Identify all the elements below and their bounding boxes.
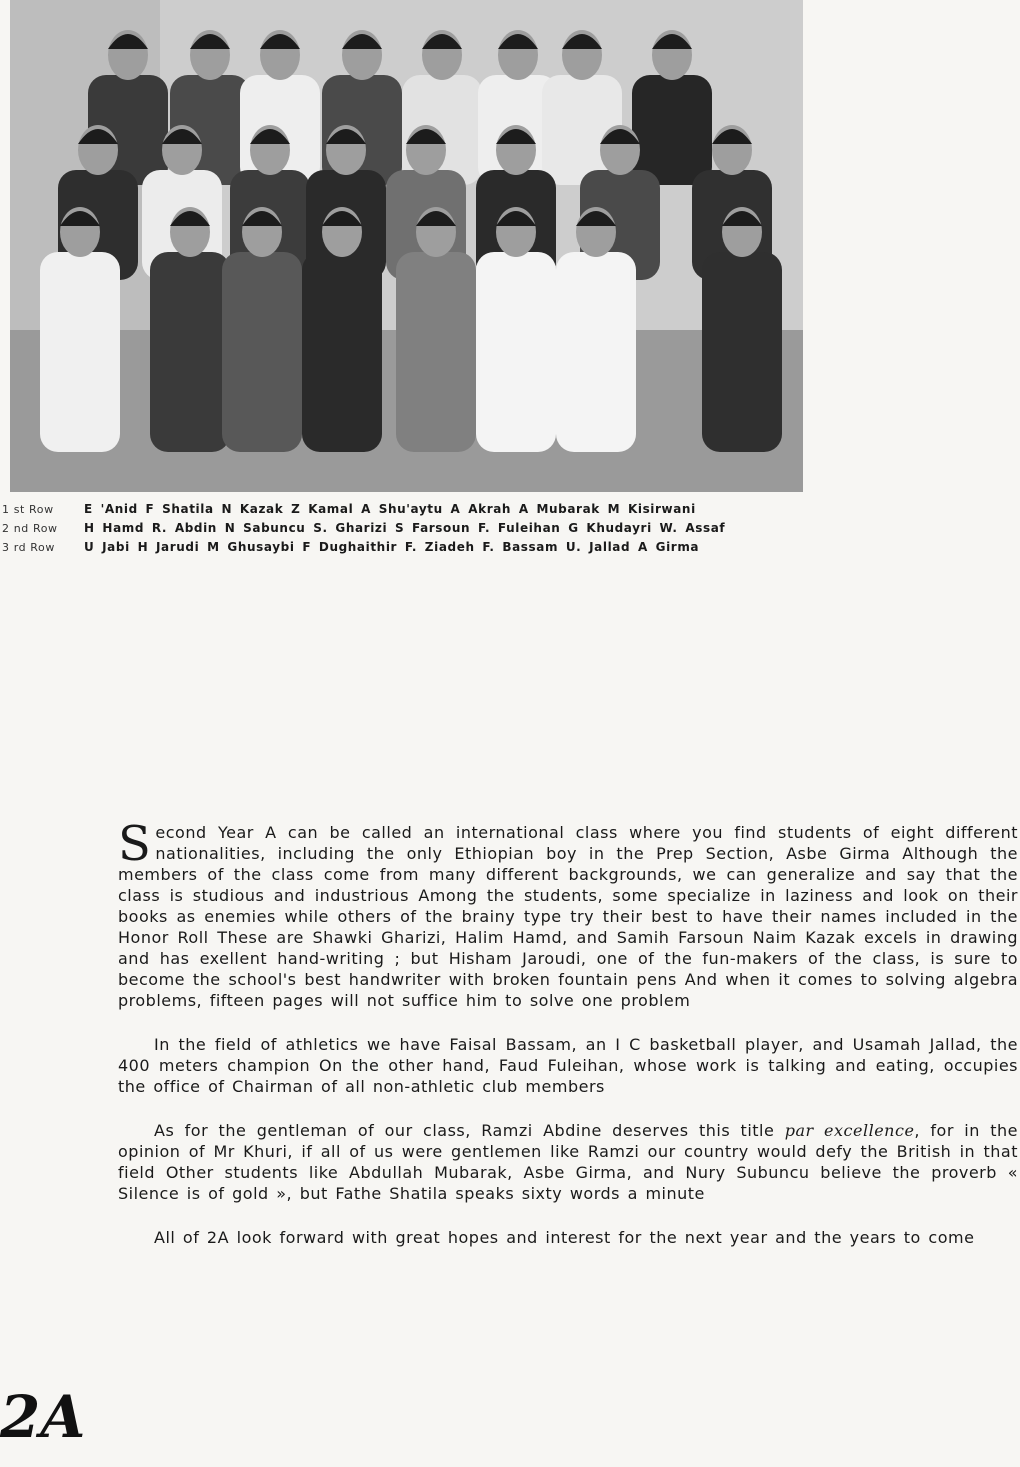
person-body — [302, 252, 382, 452]
drop-cap: S — [118, 816, 152, 872]
caption-row-label: 2 nd Row — [2, 522, 58, 535]
class-article — [118, 816, 1019, 1248]
class-photo — [10, 0, 803, 492]
caption-row-label: 3 rd Row — [2, 541, 55, 554]
article-paragraph-4: All of 2A look forward with great hopes and interest for the next year and the years to come — [154, 1228, 975, 1247]
person-body — [222, 252, 302, 452]
caption-row-names: H Hamd R. Abdin N Sabuncu S. Gharizi S Farsoun F. Fuleihan G Khudayri W. Assaf — [84, 521, 726, 535]
article-paragraph-1 — [118, 816, 1018, 1011]
person-body — [632, 75, 712, 185]
person-body — [40, 252, 120, 452]
person-body — [702, 252, 782, 452]
italic-phrase: par excellence — [784, 1121, 915, 1140]
caption-row-names: U Jabi H Jarudi M Ghusaybi F Dughaithir F. Ziadeh F. Bassam U. Jallad A Girma — [84, 540, 700, 554]
person-body — [396, 252, 476, 452]
person-body — [556, 252, 636, 452]
article-paragraph-3 — [118, 1120, 1018, 1204]
person-body — [476, 252, 556, 452]
caption-row-names: E 'Anid F Shatila N Kazak Z Kamal A Shu'aytu A Akrah A Mubarak M Kisirwani — [84, 502, 696, 516]
class-photo-illustration — [10, 0, 803, 492]
article-paragraph-2: In the field of athletics we have Faisal Bassam, an I C basketball player, and Usamah Jallad, the 400 meters champion On the other hand, Faud Fuleihan, whose work is talking and eating, occupies the office of Chairman of all non-athletic club members — [118, 1035, 1018, 1096]
caption-row-label: 1 st Row — [2, 503, 54, 516]
caption-row-2 — [2, 519, 817, 538]
paragraph-text: econd Year A can be called an international class where you find students of eight different nationalities, including the only Ethiopian boy in the Prep Section, Asbe Girma Although the members of the class come from many different backgrounds, we can generalize and say that the class is studious and industrious Among the students, some specialize in laziness and look on their books as enemies while others of the brainy type try their best to have their names included in the Honor Roll These are Shawki Gharizi, Halim Hamd, and Samih Farsoun Naim Kazak excels in drawing and has exellent hand-writing ; but Hisham Jaroudi, one of the fun-makers of the class, is sure to become the school's best handwriter with broken fountain pens And when it comes to solving algebra problems, fifteen pages will not suffice him to solve one problem — [118, 823, 1018, 1010]
paragraph-text: , for in the opinion of Mr Khuri, if all of us were gentlemen like Ramzi our country would defy the British in that field Other students like Abdullah Mubarak, Asbe Girma, and Nury Subuncu believe the proverb « Silence is of gold », but Fathe Shatila speaks sixty words a minute — [118, 1121, 1019, 1203]
photo-caption — [2, 500, 817, 557]
page-label: 2A — [0, 1383, 86, 1451]
paragraph-text: As for the gentleman of our class, Ramzi Abdine deserves this title — [154, 1121, 785, 1140]
caption-row-1 — [2, 500, 817, 519]
caption-row-3 — [2, 538, 817, 557]
person-body — [150, 252, 230, 452]
